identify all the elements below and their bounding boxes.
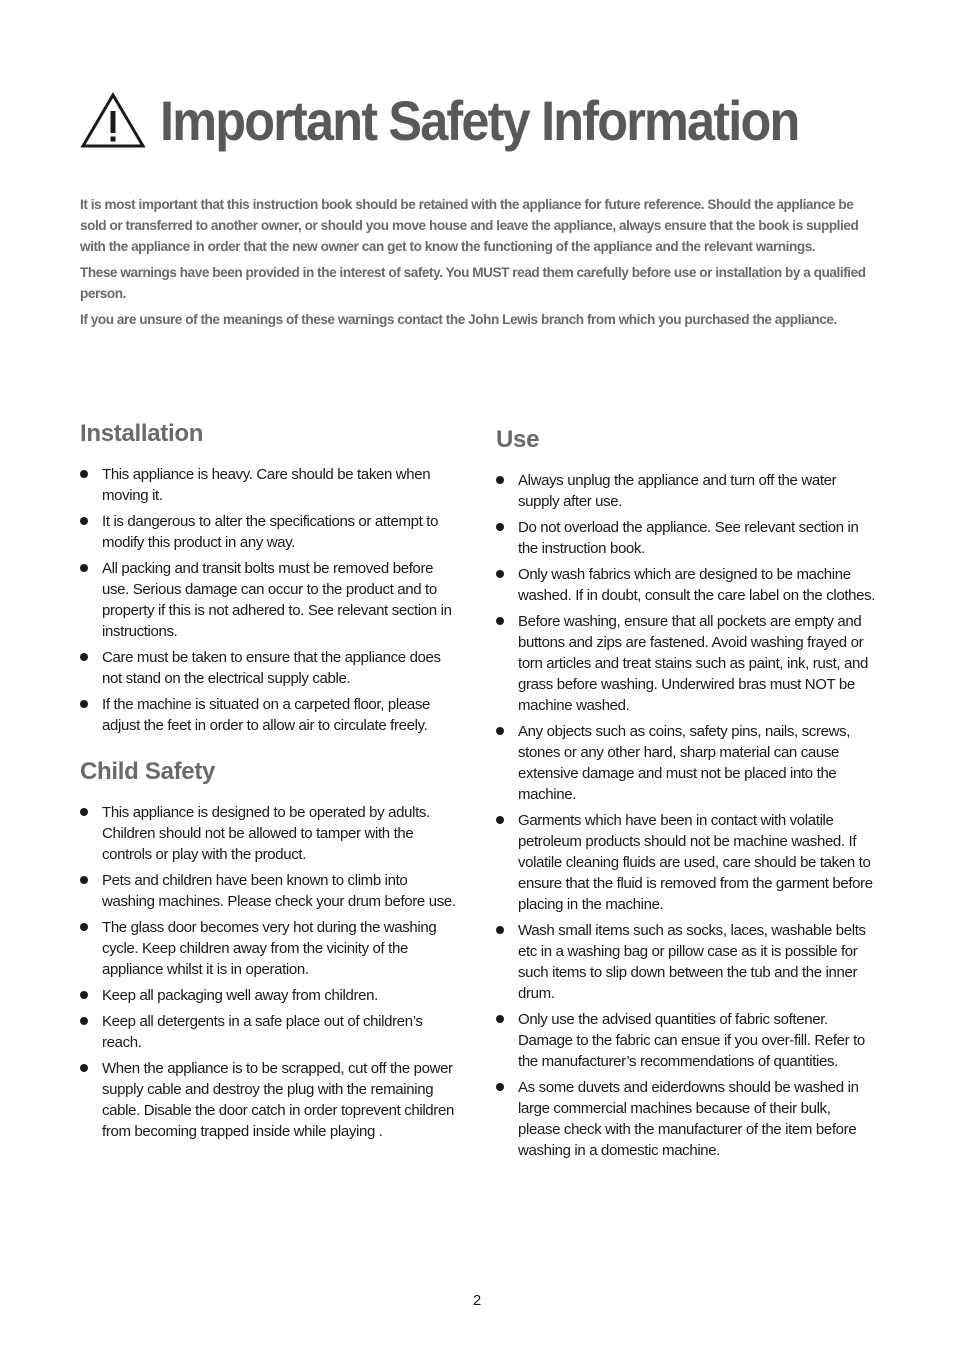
- bullet-icon: [80, 517, 88, 525]
- list-item: Keep all detergents in a safe place out of children’s reach.: [80, 1011, 460, 1053]
- bullet-icon: [80, 923, 88, 931]
- right-column: [496, 424, 876, 1166]
- list-item: Always unplug the appliance and turn off the water supply after use.: [496, 470, 876, 512]
- list-item: This appliance is heavy. Care should be taken when moving it.: [80, 464, 460, 506]
- intro-paragraph: If you are unsure of the meanings of these warnings contact the John Lewis branch from which you purchased the appliance.: [80, 312, 837, 327]
- list-item: All packing and transit bolts must be removed before use. Serious damage can occur to the product and to property if this is not adhered to. See relevant section in instructions.: [80, 558, 460, 642]
- bullet-icon: [80, 808, 88, 816]
- list-item: This appliance is designed to be operated by adults. Children should not be allowed to tamper with the controls or play with the product.: [80, 802, 460, 865]
- list-item: Any objects such as coins, safety pins, nails, screws, stones or any other hard, sharp material can cause extensive damage and must not be placed into the machine.: [496, 721, 876, 805]
- list-item: When the appliance is to be scrapped, cut off the power supply cable and destroy the plug with the remaining cable. Disable the door catch in order toprevent children from becoming trapped inside while playing .: [80, 1058, 460, 1142]
- bullet-icon: [496, 1015, 504, 1023]
- list-item: Care must be taken to ensure that the appliance does not stand on the electrical supply cable.: [80, 647, 460, 689]
- page-title: Important Safety Information: [160, 88, 799, 152]
- left-column: [80, 418, 460, 1147]
- list-item: Only use the advised quantities of fabric softener. Damage to the fabric can ensue if you over-fill. Refer to the manufacturer’s recommendations of quantities.: [496, 1009, 876, 1072]
- list-item: The glass door becomes very hot during the washing cycle. Keep children away from the vicinity of the appliance whilst it is in operation.: [80, 917, 460, 980]
- child-safety-heading: Child Safety: [80, 758, 216, 785]
- installation-heading: Installation: [80, 420, 204, 447]
- list-item: As some duvets and eiderdowns should be washed in large commercial machines because of their bulk, please check with the manufacturer of the item before washing in a domestic machine.: [496, 1077, 876, 1161]
- list-item: If the machine is situated on a carpeted floor, please adjust the feet in order to allow air to circulate freely.: [80, 694, 460, 736]
- use-list: [496, 470, 876, 1161]
- bullet-icon: [80, 1064, 88, 1072]
- warning-triangle-icon: [80, 91, 146, 149]
- list-item: Pets and children have been known to climb into washing machines. Please check your drum before use.: [80, 870, 460, 912]
- page-number: 2: [472, 1292, 482, 1309]
- bullet-icon: [80, 653, 88, 661]
- list-item: Before washing, ensure that all pockets are empty and buttons and zips are fastened. Avoid washing frayed or torn articles and treat stains such as paint, ink, rust, and grass before washing. Underwired bras must NOT be machine washed.: [496, 611, 876, 716]
- intro-paragraph: These warnings have been provided in the interest of safety. You MUST read them carefully before use or installation by a qualified person.: [80, 265, 866, 301]
- intro-paragraph: It is most important that this instruction book should be retained with the appliance for future reference. Should the appliance be sold or transferred to another owner, or should you move house and leave the appliance, always ensure that the book is supplied with the appliance in order that the new owner can get to know the functioning of the appliance and the relevant warnings.: [80, 197, 859, 254]
- bullet-icon: [80, 700, 88, 708]
- title-row: [80, 80, 869, 160]
- use-heading: Use: [496, 426, 540, 453]
- bullet-icon: [80, 876, 88, 884]
- list-item: Only wash fabrics which are designed to be machine washed. If in doubt, consult the care label on the clothes.: [496, 564, 876, 606]
- list-item: Garments which have been in contact with volatile petroleum products should not be machine washed. If volatile cleaning fluids are used, care should be taken to ensure that the fluid is removed from the garment before placing in the machine.: [496, 810, 876, 915]
- child-safety-list: [80, 802, 460, 1142]
- bullet-icon: [80, 991, 88, 999]
- intro-text: [80, 194, 880, 335]
- list-item: Do not overload the appliance. See relevant section in the instruction book.: [496, 517, 876, 559]
- bullet-icon: [496, 816, 504, 824]
- bullet-icon: [496, 617, 504, 625]
- bullet-icon: [80, 564, 88, 572]
- bullet-icon: [80, 1017, 88, 1025]
- list-item: It is dangerous to alter the specifications or attempt to modify this product in any way.: [80, 511, 460, 553]
- bullet-icon: [496, 476, 504, 484]
- bullet-icon: [496, 1083, 504, 1091]
- list-item: Wash small items such as socks, laces, washable belts etc in a washing bag or pillow case as it is possible for such items to slip down between the tub and the inner drum.: [496, 920, 876, 1004]
- bullet-icon: [496, 523, 504, 531]
- installation-list: [80, 464, 460, 736]
- bullet-icon: [496, 727, 504, 735]
- list-item: Keep all packaging well away from children.: [80, 985, 460, 1006]
- bullet-icon: [496, 570, 504, 578]
- bullet-icon: [496, 926, 504, 934]
- bullet-icon: [80, 470, 88, 478]
